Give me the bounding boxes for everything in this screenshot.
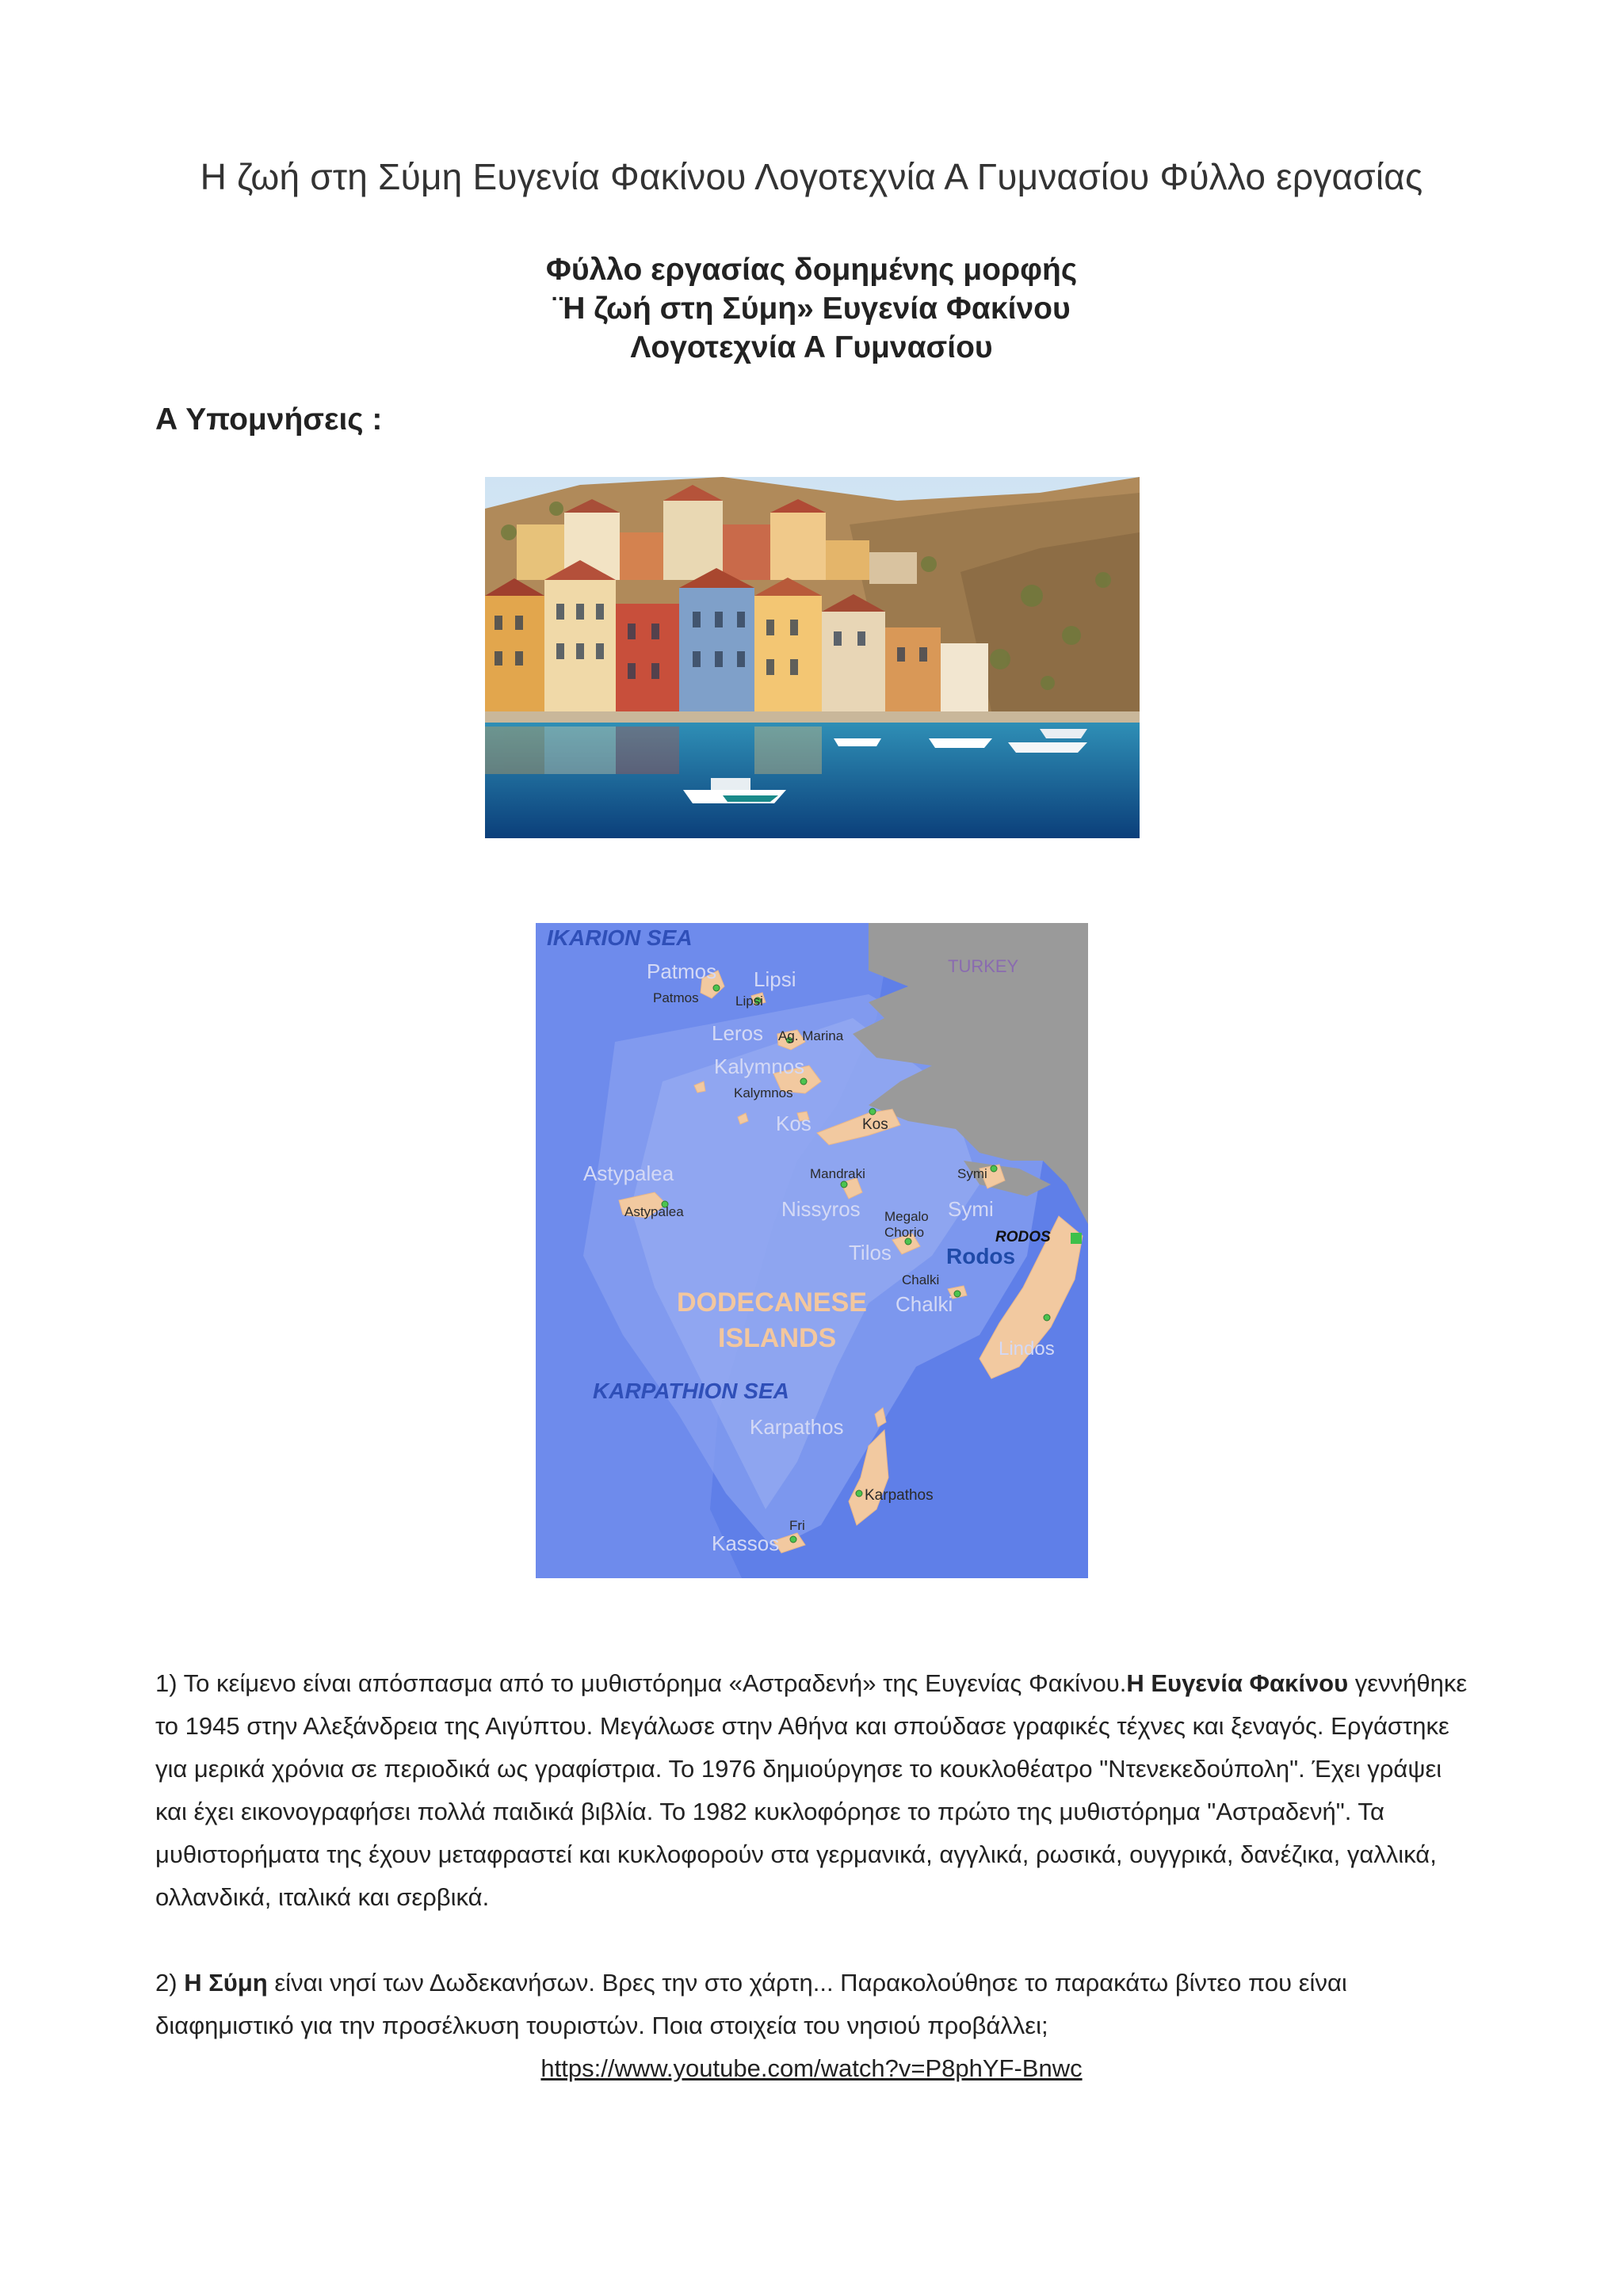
map-label-astypalea-town: Astypalea bbox=[624, 1204, 684, 1219]
section-heading: Α Υπομνήσεις : bbox=[155, 402, 383, 437]
video-link-wrapper bbox=[0, 2047, 1623, 2090]
paragraph-author-bio bbox=[155, 1662, 1471, 1919]
map-label-lipsi: Lipsi bbox=[754, 967, 796, 991]
map-label-patmos: Patmos bbox=[647, 959, 717, 983]
page-title: Η ζωή στη Σύμη Ευγενία Φακίνου Λογοτεχνία Α Γυμνασίου Φύλλο εργασίας bbox=[200, 156, 1423, 197]
map-label-ikarion-sea: IKARION SEA bbox=[547, 925, 693, 950]
map-label-kalymnos: Kalymnos bbox=[714, 1055, 805, 1078]
map-label-rodos-town: RODOS bbox=[995, 1229, 1051, 1245]
map-label-kassos: Kassos bbox=[712, 1531, 780, 1555]
paragraph-symi-question bbox=[155, 1962, 1471, 2047]
map-label-chorio: Chorio bbox=[884, 1225, 925, 1240]
para1-text-b: γεννήθηκε το 1945 στην Αλεξάνδρεια της Αιγύπτου. Μεγάλωσε στην Αθήνα και σπούδασε γραφικές τέχνες και ξεναγός. Εργάστηκε για μερικά χρόνια σε περιοδικά ως γραφίστρια. Το 1976 δημιούργησε το κουκλοθέατρο "Ντενεκεδούπολη". Έχει γράψει και έχει εικονογραφήσει πολλά παιδικά βιβλία. Το 1982 κυκλοφόρησε το πρώτο της μυθιστόρημα "Αστραδενή". Τα μυθιστορήματα της έχουν μεταφραστεί και κυκλοφορούν στα γερμανικά, αγγλικά, ρωσικά, ουγγρικά, δανέζικα, γαλλικά, ολλανδικά, ιταλικά και σερβικά. bbox=[155, 1669, 1468, 1911]
subtitle-line-2: ¨Η ζωή στη Σύμη» Ευγενία Φακίνου bbox=[552, 292, 1071, 326]
map-label-tilos: Tilos bbox=[849, 1241, 892, 1264]
dodecanese-map bbox=[536, 923, 1088, 1578]
map-label-karpathos-town: Karpathos bbox=[865, 1487, 934, 1504]
map-label-kos: Kos bbox=[776, 1112, 812, 1135]
worksheet-subtitle bbox=[0, 250, 1623, 367]
map-label-symi-town: Symi bbox=[957, 1166, 987, 1181]
map-label-dodecanese: DODECANESE bbox=[677, 1287, 867, 1318]
para1-author-name: Η Ευγενία Φακίνου bbox=[1126, 1669, 1349, 1697]
map-label-turkey: TURKEY bbox=[948, 956, 1019, 976]
map-label-mandraki: Mandraki bbox=[810, 1166, 865, 1181]
youtube-video-link[interactable]: https://www.youtube.com/watch?v=P8phYF-Bnwc bbox=[540, 2054, 1083, 2082]
map-label-chalki: Chalki bbox=[896, 1292, 953, 1316]
para2-text-b: είναι νησί των Δωδεκανήσων. Βρες την στο χάρτη... Παρακολούθησε το παρακάτω βίντεο που είναι διαφημιστικό για την προσέλκυση τουριστών. Ποια στοιχεία του νησιού προβάλλει; bbox=[155, 1969, 1347, 2039]
subtitle-line-3: Λογοτεχνία Α Γυμνασίου bbox=[630, 330, 993, 364]
map-label-patmos-town: Patmos bbox=[653, 990, 699, 1005]
para1-text-a: 1) Το κείμενο είναι απόσπασμα από το μυθιστόρημα «Αστραδενή» της Ευγενίας Φακίνου. bbox=[155, 1669, 1127, 1697]
map-label-rodos: Rodos bbox=[946, 1244, 1016, 1268]
map-label-lindos: Lindos bbox=[999, 1338, 1055, 1360]
map-label-chalki-town: Chalki bbox=[902, 1272, 940, 1287]
map-label-fri: Fri bbox=[789, 1518, 805, 1533]
map-label-kalymnos-town: Kalymnos bbox=[734, 1085, 793, 1100]
map-label-islands: ISLANDS bbox=[718, 1323, 837, 1353]
map-label-ag-marina: Ag. Marina bbox=[778, 1028, 844, 1043]
map-label-megalo: Megalo bbox=[884, 1209, 929, 1224]
map-label-karpathos: Karpathos bbox=[750, 1415, 844, 1439]
para2-symi-bold: Η Σύμη bbox=[184, 1969, 268, 1997]
map-label-lipsi-town: Lipsi bbox=[735, 994, 763, 1009]
para2-text-a: 2) bbox=[155, 1969, 185, 1997]
map-label-leros: Leros bbox=[712, 1021, 764, 1045]
subtitle-line-1: Φύλλο εργασίας δομημένης μορφής bbox=[545, 253, 1078, 287]
map-label-symi: Symi bbox=[948, 1197, 994, 1221]
symi-harbour-photo bbox=[485, 477, 1140, 838]
map-label-astypalea: Astypalea bbox=[583, 1161, 674, 1185]
map-label-kos-town: Kos bbox=[862, 1116, 888, 1133]
map-label-karpathion-sea: KARPATHION SEA bbox=[593, 1379, 789, 1403]
map-label-nissyros: Nissyros bbox=[781, 1197, 861, 1221]
